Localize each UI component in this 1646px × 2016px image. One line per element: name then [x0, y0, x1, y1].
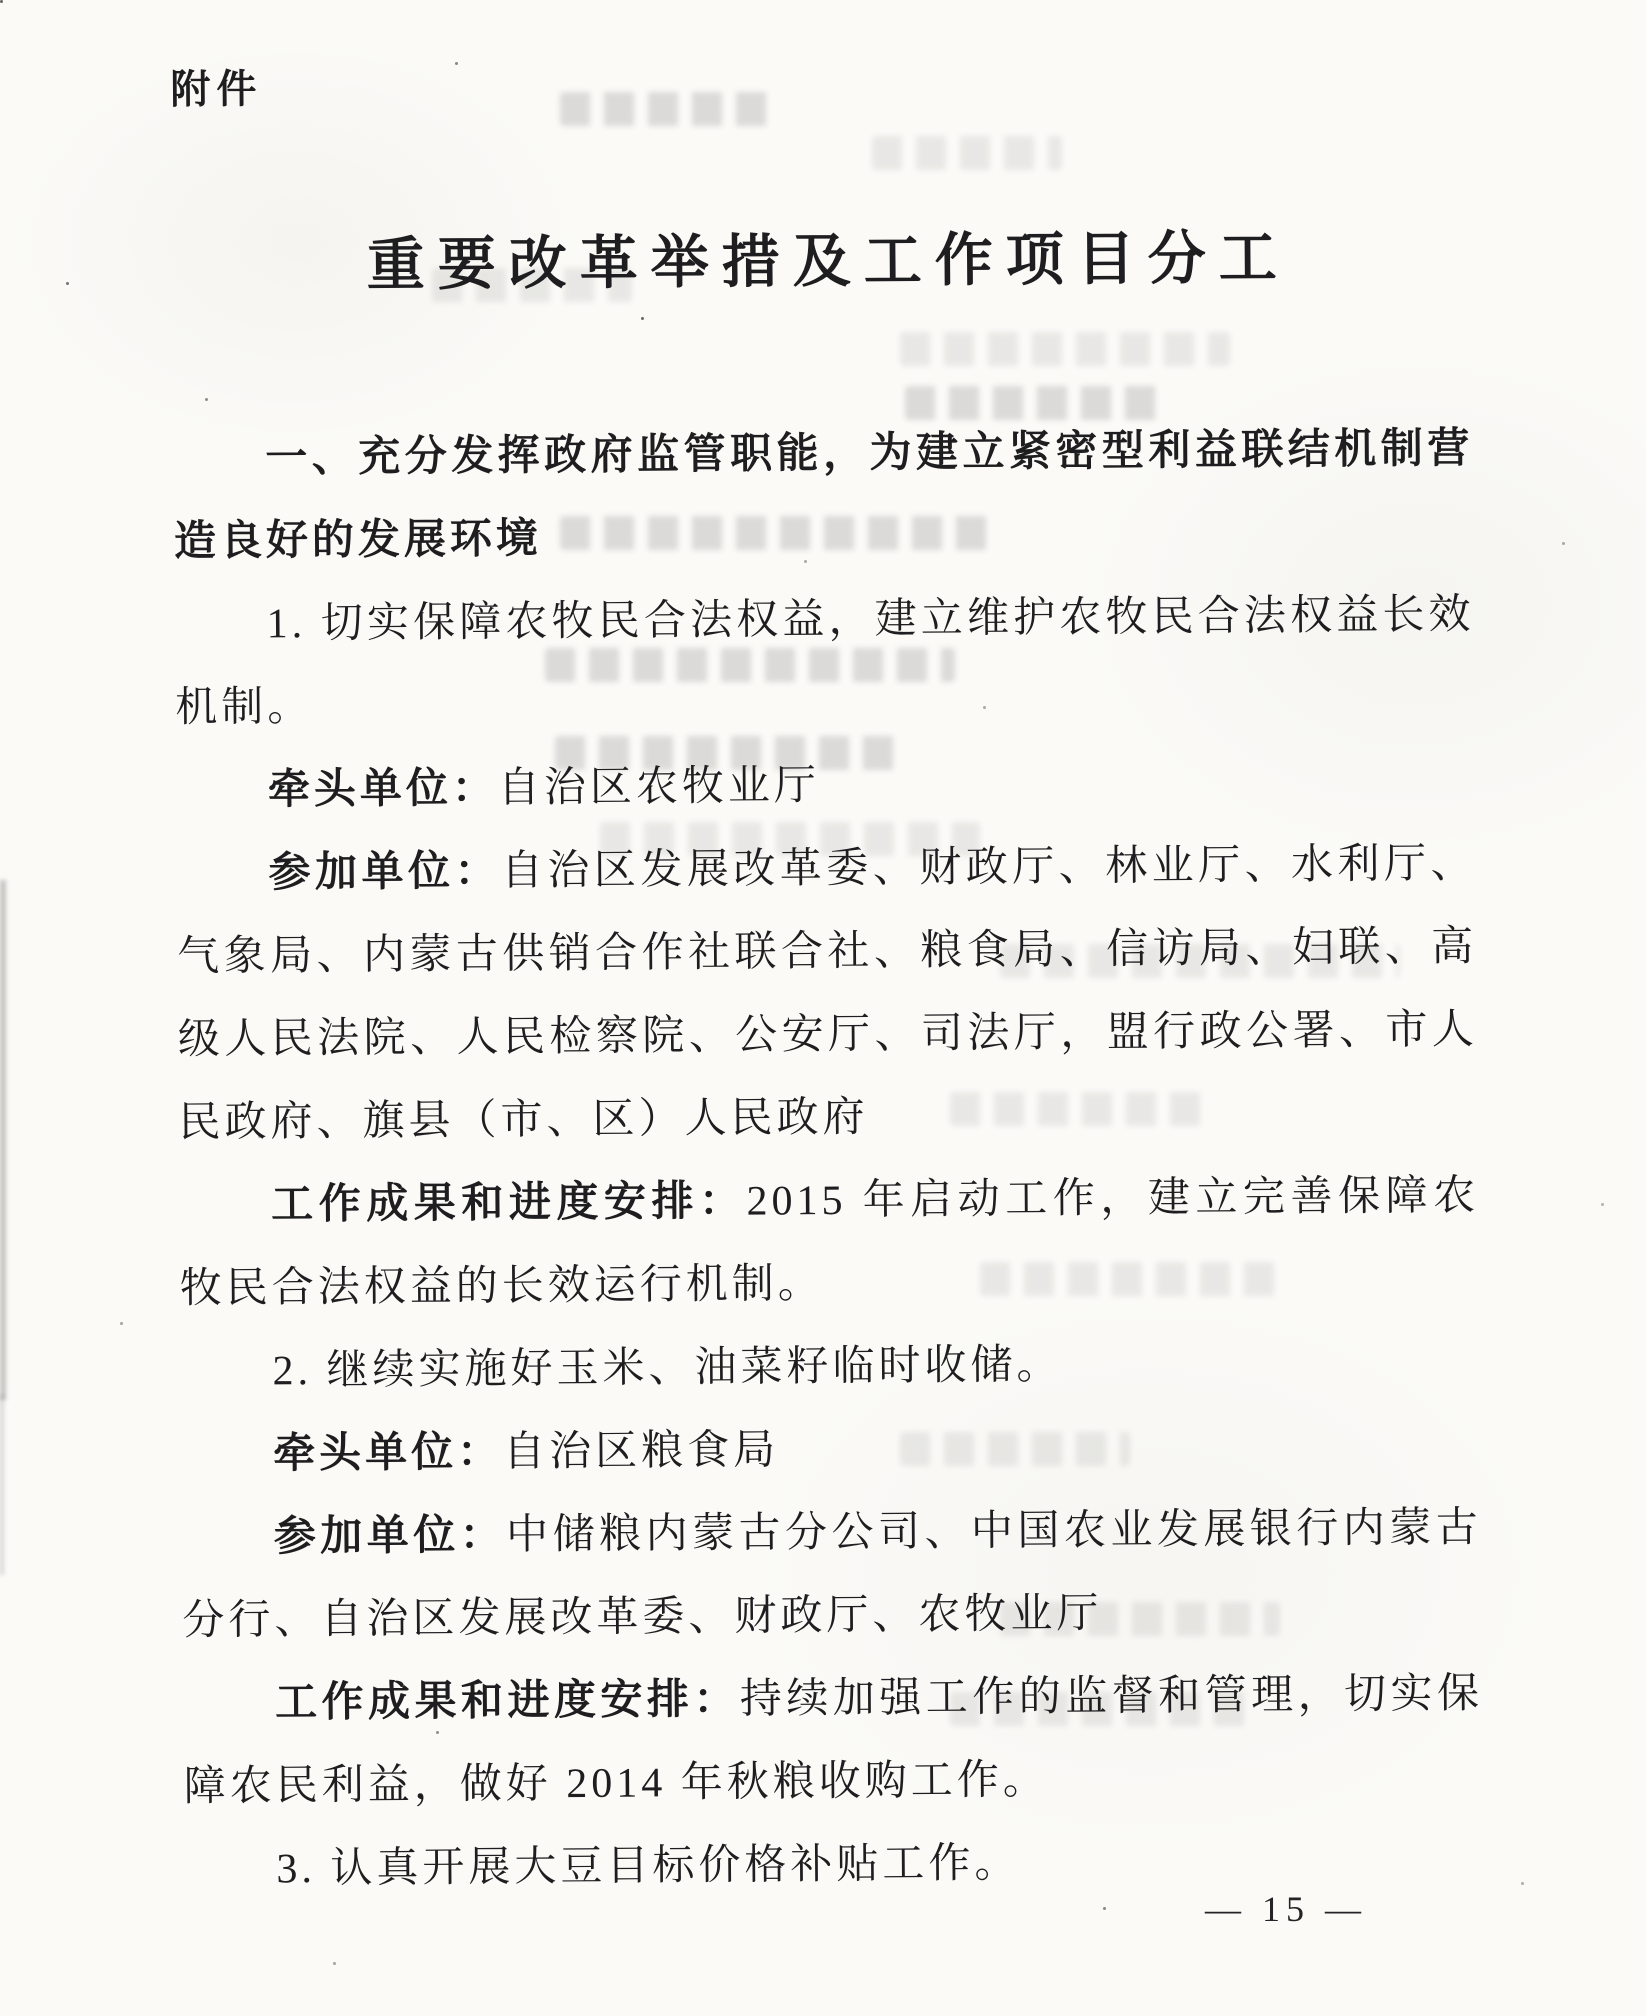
item-3-text: 3. 认真开展大豆目标价格补贴工作。: [276, 1840, 1021, 1893]
item-1-progress: [179, 1155, 1480, 1331]
participants-label: 参加单位：: [273, 1512, 507, 1561]
progress-value: 2015 年启动工作，建立完善保障农牧民合法权益的长效运行机制。: [179, 1172, 1480, 1313]
page-number: — 15 —: [1205, 1889, 1367, 1929]
participants-value: 自治区发展改革委、财政厅、林业厅、水利厅、气象局、内蒙古供销合作社联合社、粮食局、信访局、妇联、高级人民法院、人民检察院、公安厅、司法厅，盟行政公署、市人民政府、旗县（市、区）人民政府: [177, 840, 1479, 1147]
lead-unit-value: 自治区农牧业厅: [497, 763, 821, 812]
item-2-lead-unit: [181, 1404, 1482, 1497]
item-2-progress: [183, 1653, 1484, 1829]
scan-edge-artifact: [0, 880, 6, 1400]
attachment-label: 附件: [170, 66, 263, 113]
progress-label: 工作成果和进度安排：: [274, 1676, 741, 1727]
scan-edge-artifact: [0, 1395, 4, 1575]
document-body: [173, 408, 1485, 1912]
document-title: 重要改革举措及工作项目分工: [366, 225, 1291, 298]
participants-value: 中储粮内蒙古分公司、中国农业发展银行内蒙古分行、自治区发展改革委、财政厅、农牧业厅: [182, 1504, 1482, 1645]
item-2-participants: [181, 1487, 1482, 1663]
participants-label: 参加单位：: [268, 848, 502, 897]
item-2-text: 2. 继续实施好玉米、油菜籽临时收储。: [272, 1342, 1063, 1395]
progress-value: 持续加强工作的监督和管理，切实保障农民利益，做好 2014 年秋粮收购工作。: [183, 1670, 1484, 1811]
lead-unit-label: 牵头单位：: [267, 765, 499, 814]
item-1-participants: [176, 823, 1479, 1165]
item-1-lead-unit: [176, 740, 1477, 833]
progress-label: 工作成果和进度安排：: [270, 1178, 747, 1229]
dust-specks: [0, 0, 3, 3]
lead-unit-label: 牵头单位：: [272, 1429, 504, 1478]
lead-unit-value: 自治区粮食局: [502, 1427, 780, 1476]
item-1-text: 1. 切实保障农牧民合法权益，建立维护农牧民合法权益长效机制。: [175, 591, 1475, 732]
section-1-heading: 一、充分发挥政府监管职能，为建立紧密型利益联结机制营造良好的发展环境: [173, 425, 1474, 566]
document-content: [170, 56, 1484, 1912]
